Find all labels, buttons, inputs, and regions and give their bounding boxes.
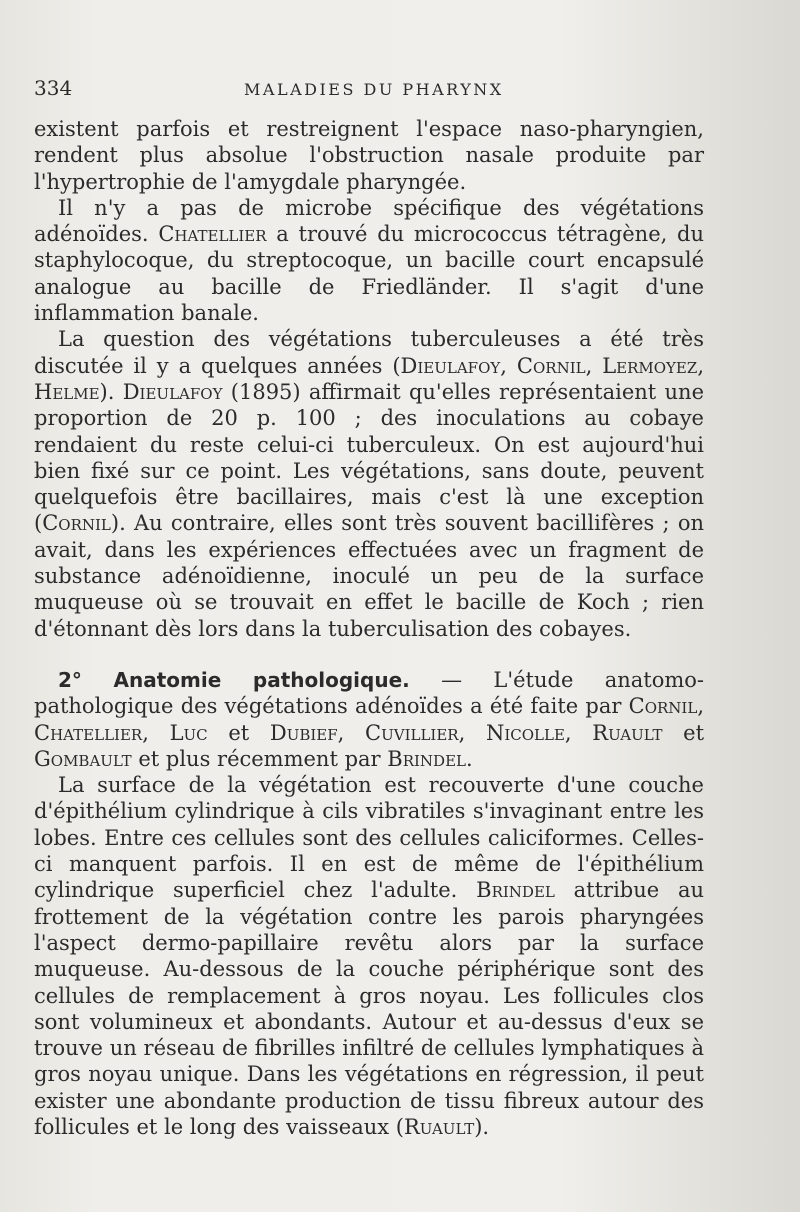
running-title: MALADIES DU PHARYNX — [244, 80, 504, 99]
author-name: Lermoyez — [602, 353, 698, 378]
author-name: Cornil — [628, 694, 698, 719]
author-name: Cuvillier — [365, 720, 459, 745]
author-name: Helme — [34, 379, 100, 404]
section-paragraph: 2° Anatomie pathologique. — L'étude anatomo-pathologique des végétations adénoïdes a été faite par Cornil, Chatellier, Luc et Dubief, Cuvillier, Nicolle, Ruault et Gombault et plus récemment par Brindel. — [34, 667, 705, 771]
author-name: Chatellier — [158, 222, 267, 247]
author-name: Dieulafoy — [400, 353, 501, 378]
paragraph-2: Il n'y a pas de microbe spécifique des végétations adénoïdes. Chatellier a trouvé du micrococcus tétragène, du staphylocoque, du streptocoque, un bacille court encapsulé analogue au bacille de Friedländer. Il s'agit d'une inflammation banale. — [34, 195, 704, 326]
author-name: Dubief — [269, 720, 338, 745]
paragraph-3: La question des végétations tuberculeuses a été très discutée il y a quelques années (Dieulafoy, Cornil, Lermoyez, Helme). Dieulafoy (1895) affirmait qu'elles représentaient une proportion de 20 p. 100 ; des inoculations au cobaye rendaient du reste celui-ci tuberculeux. On est aujourd'hui bien fixé sur ce point. Les végétations, sans doute, peuvent quelquefois être bacillaires, mais c'est là une exception (Cornil). Au contraire, elles sont très souvent bacillifères ; on avait, dans les expériences effectuées avec un fragment de substance adénoïdienne, inoculé un peu de la surface muqueuse où se trouvait en effet le bacille de Koch ; rien d'étonnant dès lors dans la tuberculisation des cobayes. — [34, 327, 705, 641]
section-spacer — [34, 642, 704, 667]
author-name: Nicolle — [485, 720, 565, 745]
running-head — [34, 76, 704, 116]
author-name: Ruault — [592, 720, 663, 745]
author-name: Cornil — [42, 511, 111, 536]
author-name: Dieulafoy — [122, 379, 223, 404]
author-name: Brindel — [387, 746, 466, 771]
author-name: Chatellier — [34, 720, 143, 745]
author-name: Brindel — [476, 878, 555, 903]
author-name: Ruault — [403, 1114, 475, 1139]
paragraph-1: existent parfois et restreignent l'espace naso-pharyngien, rendent plus absolue l'obstruction nasale produite par l'hypertrophie de l'amygdale pharyngée. — [34, 117, 704, 194]
author-name: Luc — [169, 720, 208, 745]
paragraph-4: La surface de la végétation est recouverte d'une couche d'épithélium cylindrique à cils vibratiles s'invaginant entre les lobes. Entre ces cellules sont des cellules caliciformes. Celles-ci manquent parfois. Il en est de même de l'épithélium cylindrique superficiel chez l'adulte. Brindel attribue au frottement de la végétation contre les parois pharyngées l'aspect dermo-papillaire revêtu alors par la surface muqueuse. Au-dessous de la couche périphérique sont des cellules de remplacement à gros noyau. Les follicules clos sont volumineux et abondants. Autour et au-dessus d'eux se trouve un réseau de fibrilles infiltré de cellules lymphatiques à gros noyau unique. Dans les végétations en régression, il peut exister une abondante production de tissu fibreux autour des follicules et le long des vaisseaux (Ruault). — [34, 773, 705, 1139]
author-name: Cornil — [516, 353, 586, 378]
author-name: Gombault — [34, 746, 132, 771]
section-heading: 2° Anatomie pathologique. — [58, 667, 410, 692]
page-number: 334 — [34, 76, 73, 100]
